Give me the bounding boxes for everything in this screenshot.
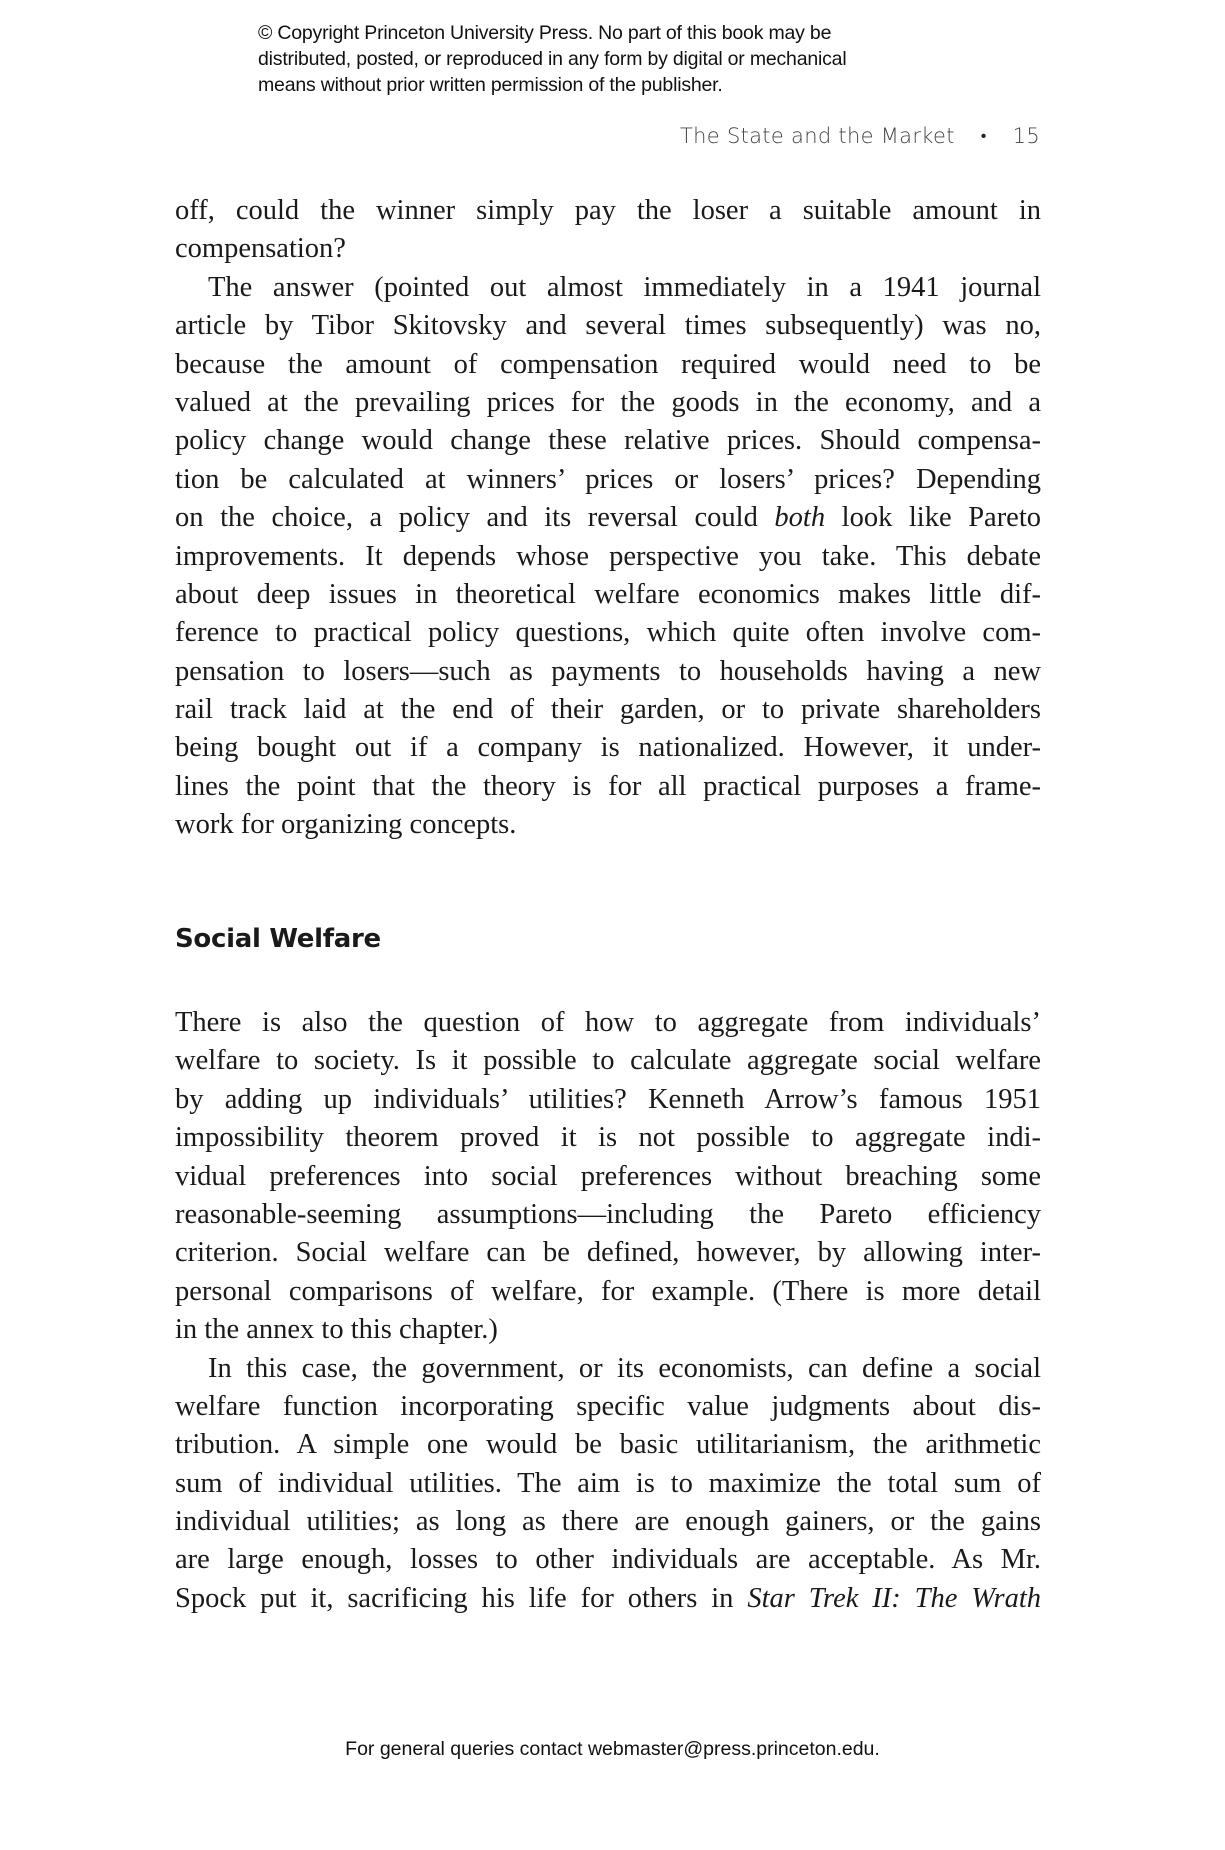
text-line: welfare to society. Is it possible to calculate aggregate social welfare <box>175 1045 1041 1077</box>
text-line: ference to practical policy questions, which quite often involve com- <box>175 617 1041 649</box>
text-line: reasonable-seeming assumptions—including the Pareto efficiency <box>175 1198 1041 1230</box>
paragraph-start-line: In this case, the government, or its economists, can define a social <box>208 1352 1041 1384</box>
text-line: work for organizing concepts. <box>175 809 517 841</box>
text-line: by adding up individuals’ utilities? Kenneth Arrow’s famous 1951 <box>175 1083 1041 1115</box>
copyright-line: means without prior written permission of the publisher. <box>258 74 723 96</box>
text-line: are large enough, losses to other individuals are acceptable. As Mr. <box>175 1544 1041 1576</box>
emphasis-film-title: Star Trek II: The Wrath <box>747 1582 1041 1614</box>
copyright-line: © Copyright Princeton University Press. No part of this book may be <box>258 22 832 44</box>
text-line: sum of individual utilities. The aim is to maximize the total sum of <box>175 1467 1041 1499</box>
text-line: personal comparisons of welfare, for example. (There is more detail <box>175 1275 1041 1307</box>
text-line-with-emphasis <box>175 1580 1041 1618</box>
text-line: tion be calculated at winners’ prices or losers’ prices? Depending <box>175 463 1041 495</box>
text-line: impossibility theorem proved it is not possible to aggregate indi- <box>175 1122 1041 1154</box>
text-line-with-emphasis <box>175 499 1041 537</box>
text-line: There is also the question of how to aggregate from individuals’ <box>175 1007 1041 1038</box>
text-line: off, could the winner simply pay the loser a suitable amount in <box>175 195 1041 226</box>
text-line: tribution. A simple one would be basic utilitarianism, the arithmetic <box>175 1429 1041 1461</box>
section-heading: Social Welfare <box>175 924 381 954</box>
paragraph-start-line: The answer (pointed out almost immediately in a 1941 journal <box>208 271 1041 303</box>
copyright-line: distributed, posted, or reproduced in any form by digital or mechanical <box>258 48 847 70</box>
text-segment: look like Pareto <box>825 502 1041 534</box>
text-line: rail track laid at the end of their garden, or to private shareholders <box>175 694 1041 726</box>
text-line: pensation to losers—such as payments to households having a new <box>175 655 1041 687</box>
text-line: lines the point that the theory is for all practical purposes a frame- <box>175 770 1041 802</box>
text-line: individual utilities; as long as there are enough gainers, or the gains <box>175 1506 1041 1538</box>
body-text-section-1 <box>175 192 1041 845</box>
text-line: compensation? <box>175 233 346 265</box>
text-line: being bought out if a company is nationalized. However, it under- <box>175 732 1041 764</box>
copyright-notice <box>258 20 1018 98</box>
text-segment: Spock put it, sacrificing his life for others in <box>175 1582 748 1614</box>
running-head <box>680 124 1040 148</box>
text-line: because the amount of compensation required would need to be <box>175 348 1041 380</box>
text-line: criterion. Social welfare can be defined, however, by allowing inter- <box>175 1237 1041 1269</box>
text-line: policy change would change these relative prices. Should compensa- <box>175 425 1041 457</box>
footer-contact: For general queries contact webmaster@press.princeton.edu. <box>345 1738 880 1760</box>
text-line: valued at the prevailing prices for the goods in the economy, and a <box>175 386 1041 418</box>
bullet-separator-icon: • <box>980 126 987 145</box>
text-segment: on the choice, a policy and its reversal could <box>175 502 775 534</box>
page-number: 15 <box>1012 124 1040 148</box>
text-line: about deep issues in theoretical welfare economics makes little dif- <box>175 578 1041 610</box>
emphasis-both: both <box>774 502 826 534</box>
text-line: welfare function incorporating specific value judgments about dis- <box>175 1390 1041 1422</box>
running-head-title: The State and the Market <box>680 124 955 148</box>
text-line: improvements. It depends whose perspective you take. This debate <box>175 540 1041 572</box>
text-line: article by Tibor Skitovsky and several times subsequently) was no, <box>175 310 1041 342</box>
text-line: in the annex to this chapter.) <box>175 1314 498 1346</box>
body-text-section-2 <box>175 1004 1041 1618</box>
text-line: vidual preferences into social preferences without breaching some <box>175 1160 1041 1192</box>
